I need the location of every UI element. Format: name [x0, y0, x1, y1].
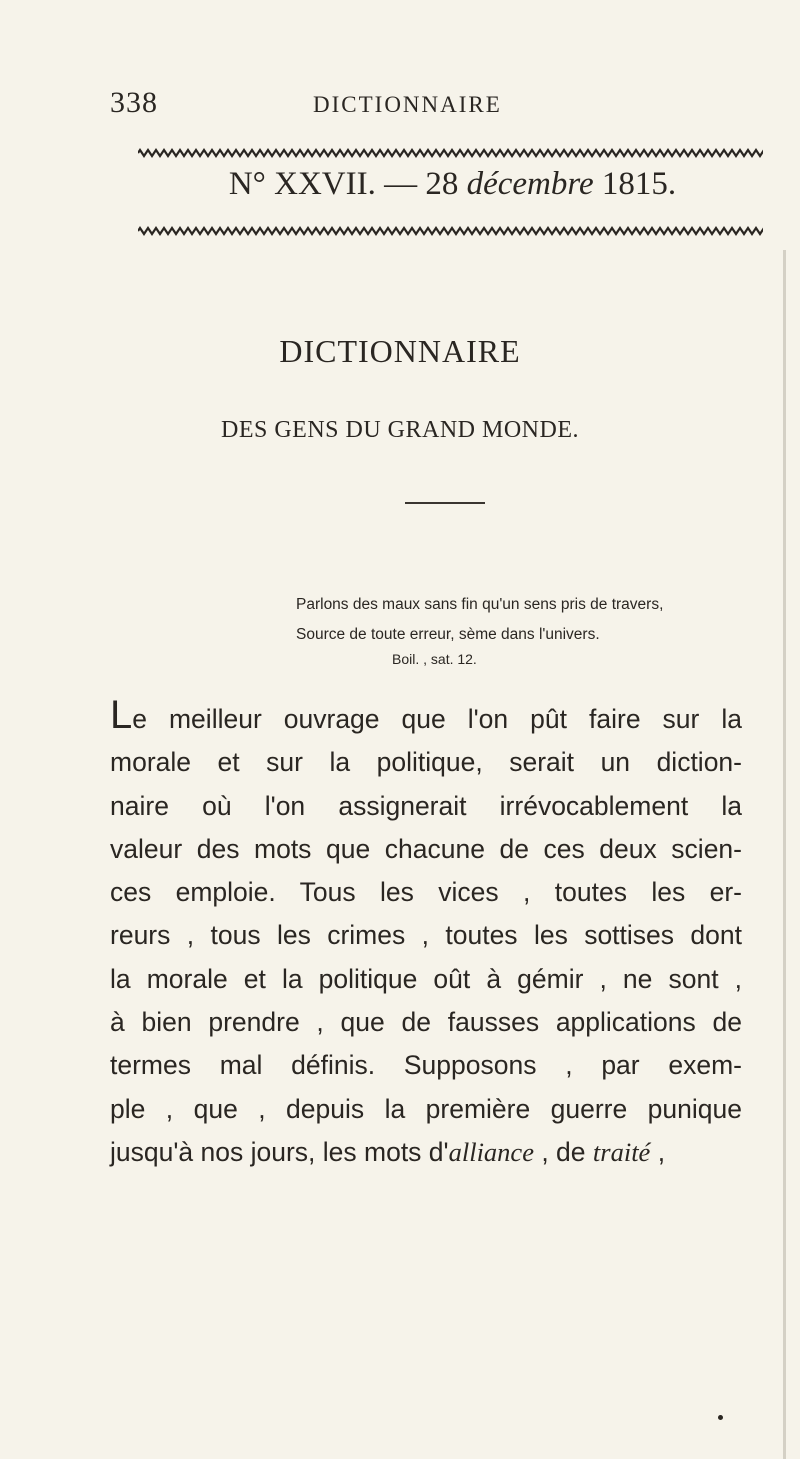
body-line-1	[110, 693, 742, 741]
drop-cap: L	[110, 693, 133, 737]
body-line-1-text: e meilleur ouvrage que l'on pût faire sur la	[132, 704, 742, 734]
issue-number: N° XXVII. —	[228, 166, 418, 202]
body-line-8: à bien prendre , que de fausses applications de	[110, 1007, 742, 1038]
body-line-4: valeur des mots que chacune de ces deux scien-	[110, 833, 742, 864]
body-line-11-mid: , de	[533, 1136, 593, 1167]
issue-heading	[140, 166, 765, 203]
body-paragraph	[110, 693, 742, 1174]
issue-day: 28	[425, 166, 459, 202]
title-divider	[405, 502, 485, 504]
issue-month: décembre	[466, 166, 594, 202]
epigraph-line-2: Source de toute erreur, sème dans l'univers.	[296, 626, 600, 643]
body-line-9: termes mal définis. Supposons , par exem-	[110, 1050, 742, 1081]
word-traite: traité	[592, 1136, 651, 1167]
body-line-2: morale et sur la politique, serait un diction-	[110, 747, 742, 778]
article-title: DICTIONNAIRE	[279, 333, 521, 369]
body-line-5: ces emploie. Tous les vices , toutes les er-	[110, 877, 742, 908]
body-line-11-end: ,	[650, 1136, 666, 1167]
running-head	[110, 86, 710, 126]
ornamental-rule-top	[138, 148, 763, 158]
body-line-7: la morale et la politique oût à gémir , ne sont ,	[110, 963, 742, 994]
body-line-10: ple , que , depuis la première guerre punique	[110, 1093, 742, 1124]
body-line-3: naire où l'on assignerait irrévocablement la	[110, 790, 742, 821]
ornamental-rule-bottom	[138, 226, 763, 236]
page-number: 338	[110, 86, 158, 119]
running-title: DICTIONNAIRE	[313, 92, 502, 117]
body-line-6: reurs , tous les crimes , toutes les sottises dont	[110, 920, 742, 951]
body-line-11	[110, 1131, 742, 1174]
epigraph-line-1: Parlons des maux sans fin qu'un sens pris de travers,	[296, 596, 664, 613]
page-edge-shadow	[783, 250, 786, 1459]
epigraph-source: Boil. , sat. 12.	[392, 651, 477, 667]
ink-speck	[718, 1415, 723, 1420]
epigraph	[296, 590, 736, 650]
article-subtitle: DES GENS DU GRAND MONDE.	[220, 417, 579, 443]
body-line-11-start: jusqu'à nos jours, les mots d'	[110, 1136, 449, 1167]
issue-year: 1815.	[601, 166, 677, 202]
word-alliance: alliance	[448, 1136, 534, 1167]
